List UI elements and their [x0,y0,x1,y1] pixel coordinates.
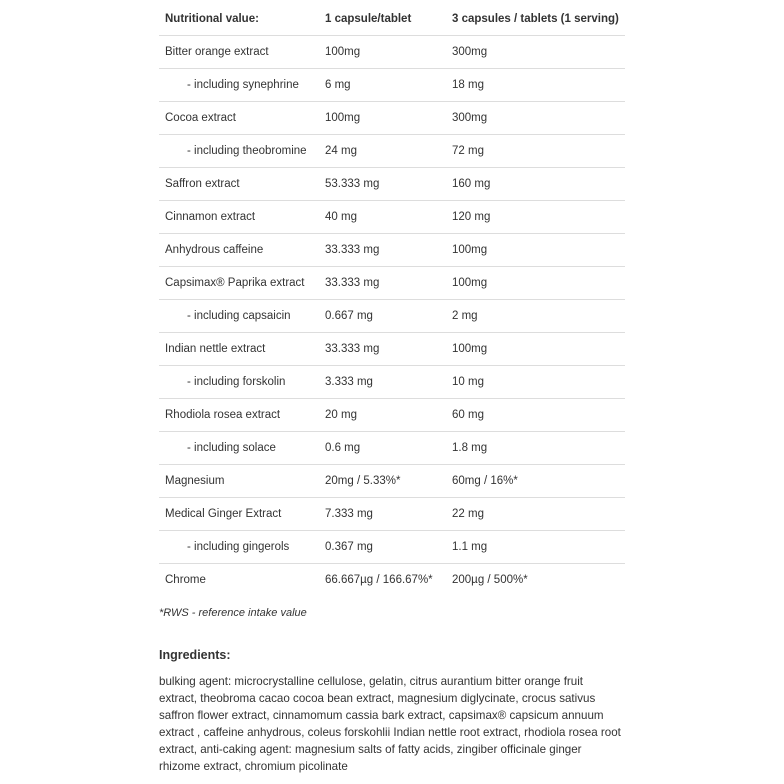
header-three-capsules: 3 capsules / tablets (1 serving) [446,3,625,36]
sub-ingredient-name: - including capsaicin [159,300,319,333]
ingredient-name: Chrome [165,574,206,586]
value-three-capsules: 300mg [446,36,625,69]
value-three-capsules: 200µg / 500%* [452,574,528,586]
table-row [159,366,625,399]
table-row [159,531,625,564]
sub-ingredient-name: - including gingerols [159,531,319,564]
value-one-capsule: 53.333 mg [319,168,446,201]
value-three-capsules: 60mg / 16%* [446,465,625,498]
table-row [159,267,625,300]
ingredient-name: Rhodiola rosea extract [159,399,319,432]
sub-ingredient-name: - including synephrine [159,69,319,102]
value-three-capsules: 10 mg [446,366,625,399]
value-one-capsule: 20mg / 5.33%* [319,465,446,498]
sub-ingredient-name: - including forskolin [159,366,319,399]
table-row [159,333,625,366]
value-three-capsules: 1.8 mg [446,432,625,465]
ingredients-title: Ingredients: [159,648,231,662]
value-one-capsule: 100mg [319,36,446,69]
table-row [159,201,625,234]
ingredient-name: Saffron extract [159,168,319,201]
value-three-capsules: 72 mg [446,135,625,168]
sub-ingredient-name: - including theobromine [159,135,319,168]
table-row [159,432,625,465]
table-row [159,135,625,168]
value-three-capsules: 300mg [446,102,625,135]
value-three-capsules: 160 mg [446,168,625,201]
ingredients-text: bulking agent: microcrystalline cellulose, gelatin, citrus aurantium bitter orange fruit extract, theobroma cacao cocoa bean extract, magnesium diglycinate, crocus sativus saffron flower extract, cinnamomum cassia bark extract, capsimax® capsicum annuum extract , caffeine anhydrous, coleus forskohlii Indian nettle root extract, rhodiola rosea root extract, anti-caking agent: magnesium salts of fatty acids, zingiber officinale ginger rhizome extract, chromium picolinate [159,675,621,773]
value-one-capsule: 33.333 mg [319,234,446,267]
value-three-capsules: 2 mg [446,300,625,333]
ingredient-name: Bitter orange extract [159,36,319,69]
value-three-capsules: 120 mg [446,201,625,234]
table-row [159,399,625,432]
value-three-capsules: 60 mg [446,399,625,432]
value-one-capsule: 0.667 mg [319,300,446,333]
ingredient-name: Anhydrous caffeine [159,234,319,267]
value-one-capsule: 0.6 mg [319,432,446,465]
value-one-capsule: 66.667µg / 166.67%* [325,574,433,586]
value-three-capsules: 100mg [446,267,625,300]
table-row [159,234,625,267]
table-row [159,300,625,333]
table-header-row [159,3,625,36]
header-one-capsule: 1 capsule/tablet [319,3,446,36]
value-one-capsule: 20 mg [319,399,446,432]
header-nutritional-value: Nutritional value: [159,3,319,36]
ingredient-name: Medical Ginger Extract [159,498,319,531]
ingredient-name: Capsimax® Paprika extract [159,267,319,300]
table-row [159,168,625,201]
value-one-capsule: 6 mg [319,69,446,102]
reference-intake-note: *RWS - reference intake value [159,607,307,619]
ingredient-name: Cocoa extract [159,102,319,135]
value-three-capsules: 100mg [446,234,625,267]
table-body [159,36,625,597]
ingredient-name: Cinnamon extract [159,201,319,234]
value-one-capsule: 3.333 mg [319,366,446,399]
value-one-capsule: 24 mg [319,135,446,168]
value-one-capsule: 100mg [319,102,446,135]
value-three-capsules: 18 mg [446,69,625,102]
value-three-capsules: 1.1 mg [446,531,625,564]
sub-ingredient-name: - including solace [159,432,319,465]
table-row [159,465,625,498]
value-three-capsules: 100mg [446,333,625,366]
value-one-capsule: 40 mg [319,201,446,234]
table-row [159,564,625,597]
nutrition-table [159,3,625,596]
value-one-capsule: 33.333 mg [319,333,446,366]
ingredient-name: Indian nettle extract [159,333,319,366]
value-one-capsule: 0.367 mg [319,531,446,564]
table-row [159,102,625,135]
table-row [159,498,625,531]
nutrition-section [159,3,625,596]
table-row [159,69,625,102]
value-one-capsule: 33.333 mg [319,267,446,300]
table-row [159,36,625,69]
value-three-capsules: 22 mg [446,498,625,531]
value-one-capsule: 7.333 mg [319,498,446,531]
ingredient-name: Magnesium [159,465,319,498]
